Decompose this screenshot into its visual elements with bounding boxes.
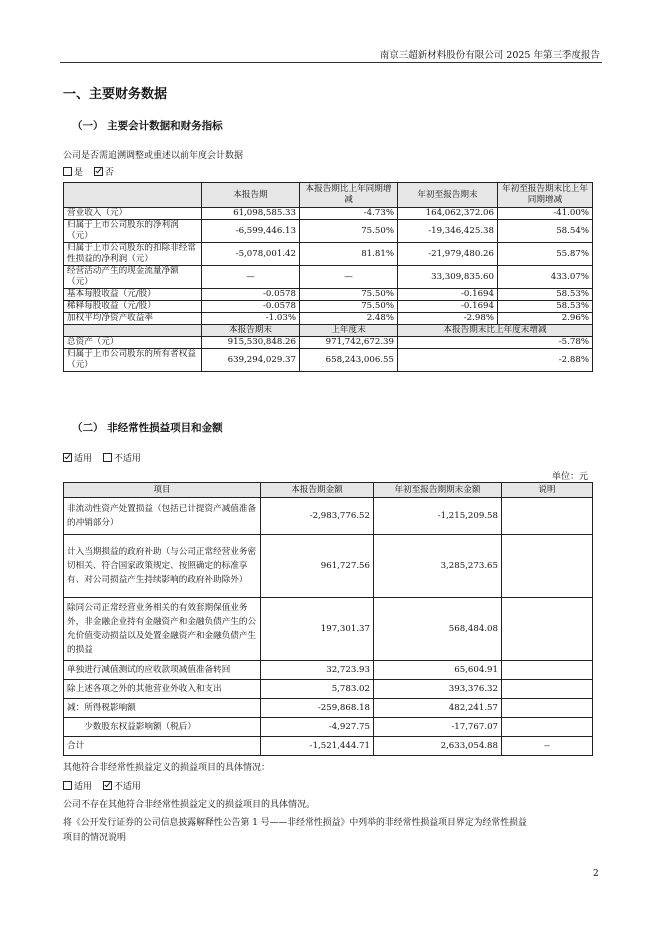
row-label: 减：所得税影响额 <box>64 699 261 718</box>
applicability-options <box>63 451 149 464</box>
table-row <box>64 598 593 661</box>
checkbox-checked-icon <box>103 781 112 790</box>
table-header-row <box>64 483 593 498</box>
row-label: 稀释每股收益（元/股） <box>64 301 202 313</box>
table-header-cell: 本报告期末 <box>202 325 300 337</box>
row-label: 经营活动产生的现金流量净额（元） <box>64 266 202 289</box>
other-items-options <box>63 779 149 792</box>
row-label: 单独进行减值测试的应收款项减值准备转回 <box>64 661 261 680</box>
table-header-cell <box>64 325 202 337</box>
row-label: 归属于上市公司股东的所有者权益（元） <box>64 349 202 372</box>
table-row <box>64 337 593 349</box>
cell-value: 75.50% <box>300 301 398 313</box>
cell-note <box>502 699 593 718</box>
row-label: 合计 <box>64 737 261 756</box>
row-label: 少数股东权益影响额（税后） <box>64 718 261 737</box>
cell-value: 75.50% <box>300 289 398 301</box>
cell-value: -0.0578 <box>202 301 300 313</box>
nonrecurring-items-table <box>63 482 593 756</box>
cell-value: — <box>300 266 398 289</box>
table-row <box>64 289 593 301</box>
cell-value: -1,215,209.58 <box>374 498 502 535</box>
table-row <box>64 301 593 313</box>
cell-value: -0.1694 <box>398 289 498 301</box>
table-header-cell: 年初至报告期末 <box>398 183 498 208</box>
note-classification-line1: 将《公开发行证券的公司信息披露解释性公告第 1 号——非经常性损益》中列举的非经常性损益项目界定为经常性损益 <box>63 818 527 828</box>
restatement-options <box>63 165 122 178</box>
cell-note <box>502 661 593 680</box>
cell-value: -19,346,425.38 <box>398 220 498 243</box>
table-row <box>64 243 593 266</box>
cell-value: -41.00% <box>498 208 593 220</box>
cell-value: 658,243,006.55 <box>300 349 398 372</box>
cell-value: 197,301.37 <box>261 598 374 661</box>
note-no-other-items: 公司不存在其他符合非经常性损益定义的损益项目的具体情况。 <box>63 800 316 810</box>
cell-value: -2,983,776.52 <box>261 498 374 535</box>
table-header-cell: 年初至报告期末比上年同期增减 <box>498 183 593 208</box>
cell-value: 61,098,585.33 <box>202 208 300 220</box>
report-header-title: 南京三超新材料股份有限公司 2025 年第三季度报告 <box>379 50 600 61</box>
table-row <box>64 680 593 699</box>
note-classification-line2: 项目的情况说明 <box>63 833 127 843</box>
option-applicable[interactable]: 适用 <box>63 779 92 792</box>
row-label: 归属于上市公司股东的扣除非经常性损益的净利润（元） <box>64 243 202 266</box>
table-subheader-row <box>64 325 593 337</box>
financial-indicators-table <box>63 182 593 372</box>
cell-value: — <box>202 266 300 289</box>
table-row <box>64 220 593 243</box>
table-header-cell: 年初至报告期期末金额 <box>374 483 502 498</box>
cell-value: 58.54% <box>498 220 593 243</box>
cell-value: 75.50% <box>300 220 398 243</box>
checkbox-checked-icon <box>63 453 72 462</box>
table-header-cell <box>64 183 202 208</box>
row-label: 总资产（元） <box>64 337 202 349</box>
table-header-cell: 上年度末 <box>300 325 398 337</box>
cell-value: 568,484.08 <box>374 598 502 661</box>
cell-value: -21,979,480.26 <box>398 243 498 266</box>
option-applicable[interactable]: 适用 <box>63 451 92 464</box>
row-label: 基本每股收益（元/股） <box>64 289 202 301</box>
page-number: 2 <box>593 869 599 879</box>
row-label: 计入当期损益的政府补助（与公司正常经营业务密切相关、符合国家政策规定、按照确定的标准享有、对公司损益产生持续影响的政府补助除外） <box>64 535 261 598</box>
checkbox-icon <box>63 167 72 176</box>
table-row <box>64 535 593 598</box>
table-header-cell: 说明 <box>502 483 593 498</box>
row-label: 除同公司正常经营业务相关的有效套期保值业务外，非金融企业持有金融资产和金融负债产生的公允价值变动损益以及处置金融资产和金融负债产生的损益 <box>64 598 261 661</box>
table-header-cell: 项目 <box>64 483 261 498</box>
table-row <box>64 661 593 680</box>
cell-value: 915,530,848.26 <box>202 337 300 349</box>
cell-note <box>502 718 593 737</box>
option-not-applicable[interactable]: 不适用 <box>103 779 141 792</box>
table-header-cell: 本报告期 <box>202 183 300 208</box>
table-row <box>64 718 593 737</box>
option-no[interactable]: 否 <box>94 165 114 178</box>
cell-value: 164,062,372.06 <box>398 208 498 220</box>
cell-value: -2.98% <box>398 313 498 325</box>
table-header-cell: 本报告期金额 <box>261 483 374 498</box>
table-row <box>64 266 593 289</box>
restatement-question: 公司是否需追溯调整或重述以前年度会计数据 <box>63 151 244 161</box>
other-items-question: 其他符合非经常性损益定义的损益项目的具体情况： <box>63 763 271 773</box>
row-label: 营业收入（元） <box>64 208 202 220</box>
cell-value: 32,723.93 <box>261 661 374 680</box>
cell-value: -1,521,444.71 <box>261 737 374 756</box>
checkbox-icon <box>103 453 112 462</box>
cell-value: 58.53% <box>498 301 593 313</box>
cell-note <box>502 680 593 699</box>
row-label: 非流动性资产处置损益（包括已计提资产减值准备的冲销部分） <box>64 498 261 535</box>
table-row <box>64 349 593 372</box>
checkbox-icon <box>63 781 72 790</box>
cell-value: 482,241.57 <box>374 699 502 718</box>
cell-value: 65,604.91 <box>374 661 502 680</box>
cell-value: -259,868.18 <box>261 699 374 718</box>
section-title: 一、主要财务数据 <box>63 87 168 102</box>
cell-value: -1.03% <box>202 313 300 325</box>
cell-value: 58.53% <box>498 289 593 301</box>
cell-value: -6,599,446.13 <box>202 220 300 243</box>
table-header-cell: 本报告期末比上年度末增减 <box>398 325 593 337</box>
cell-value: 2.96% <box>498 313 593 325</box>
cell-value: 2.48% <box>300 313 398 325</box>
cell-value: -17,767.07 <box>374 718 502 737</box>
cell-value: -4,927.75 <box>261 718 374 737</box>
cell-value: -0.1694 <box>398 301 498 313</box>
table-header-row <box>64 183 593 208</box>
cell-note <box>502 535 593 598</box>
subsection-title-nonrecurring: （二） 非经常性损益项目和金额 <box>72 422 223 434</box>
cell-value: 55.87% <box>498 243 593 266</box>
unit-label: 单位：元 <box>551 472 588 482</box>
subsection-title-accounting: （一） 主要会计数据和财务指标 <box>72 120 223 132</box>
cell-value: 961,727.56 <box>261 535 374 598</box>
table-row <box>64 498 593 535</box>
cell-value: 2,633,054.88 <box>374 737 502 756</box>
cell-value: -0.0578 <box>202 289 300 301</box>
cell-value: -5.78% <box>398 337 593 349</box>
option-not-applicable[interactable]: 不适用 <box>103 451 141 464</box>
option-yes[interactable]: 是 <box>63 165 83 178</box>
row-label: 加权平均净资产收益率 <box>64 313 202 325</box>
table-header-cell: 本报告期比上年同期增减 <box>300 183 398 208</box>
cell-note <box>502 598 593 661</box>
header-divider <box>60 62 602 63</box>
table-row <box>64 699 593 718</box>
cell-value: 81.81% <box>300 243 398 266</box>
cell-note: -- <box>502 737 593 756</box>
cell-note <box>502 498 593 535</box>
cell-value: 3,285,273.65 <box>374 535 502 598</box>
checkbox-checked-icon <box>94 167 103 176</box>
row-label: 除上述各项之外的其他营业外收入和支出 <box>64 680 261 699</box>
row-label: 归属于上市公司股东的净利润（元） <box>64 220 202 243</box>
cell-value: 393,376.32 <box>374 680 502 699</box>
cell-value: -2.88% <box>398 349 593 372</box>
cell-value: 639,294,029.37 <box>202 349 300 372</box>
cell-value: -4.73% <box>300 208 398 220</box>
cell-value: 971,742,672.39 <box>300 337 398 349</box>
table-row <box>64 208 593 220</box>
cell-value: -5,078,001.42 <box>202 243 300 266</box>
table-total-row <box>64 737 593 756</box>
cell-value: 5,783.02 <box>261 680 374 699</box>
cell-value: 33,309,835.60 <box>398 266 498 289</box>
table-row <box>64 313 593 325</box>
cell-value: 433.07% <box>498 266 593 289</box>
